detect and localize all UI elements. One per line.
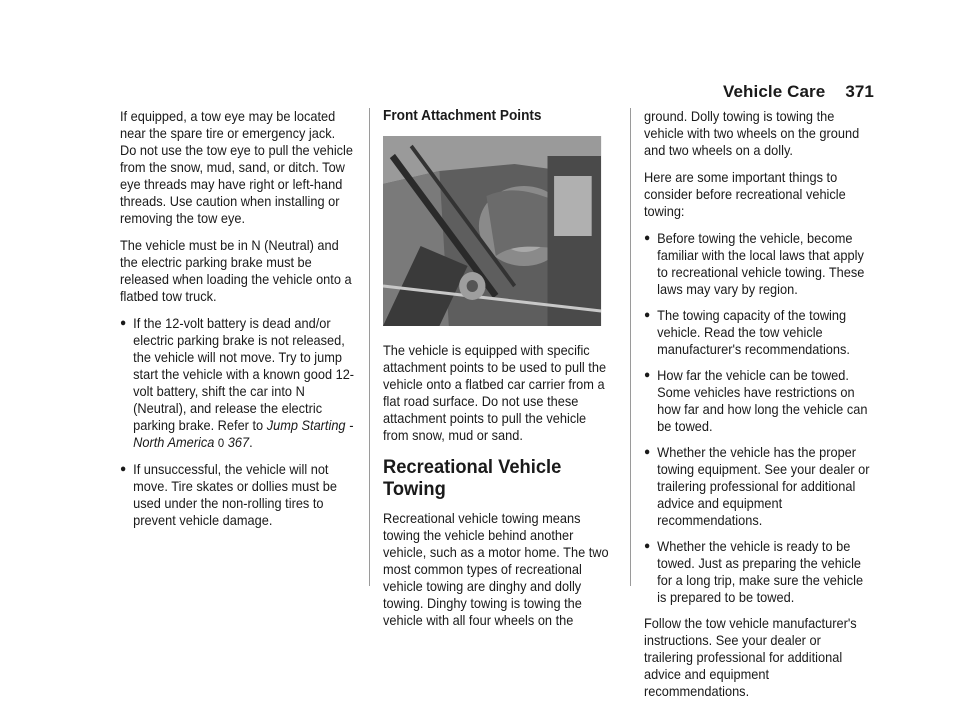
paragraph: ground. Dolly towing is towing the vehicle with two wheels on the ground and two wheels on a dolly. [644,109,860,158]
bullet-icon: ● [644,446,651,458]
paragraph: Follow the tow vehicle manufacturer's instructions. See your dealer or trailering professional for additional advice and equipment recommendations. [644,616,857,699]
paragraph: The vehicle is equipped with specific attachment points to be used to pull the vehicle onto a flatbed car carrier from a flat road surface. Do not use these attachment points to pull the vehicle from snow, mud or sand. [383,343,607,443]
list-item [644,444,873,529]
column-right [644,108,873,710]
bullet-list [120,315,355,529]
paragraph: Recreational vehicle towing means towing the vehicle behind another vehicle, such as a motor home. The two most common types of recreational vehicle towing are dinghy and dolly towing. Dinghy towing is towing the vehicle with all four wheels on the [383,511,609,628]
list-item [644,230,873,298]
cross-reference-link[interactable]: Jump Starting - North America [133,418,354,450]
section-title: Vehicle Care [723,82,826,101]
column-divider [630,108,631,586]
page-number: 371 [845,82,874,101]
list-item-end: . [249,435,253,450]
subheading: Front Attachment Points [383,108,542,124]
paragraph: Here are some important things to consider before recreational vehicle towing: [644,170,846,219]
list-item-text: Whether the vehicle is ready to be towed. Just as preparing the vehicle for a long trip, make sure the vehicle is prepared to be towed. [657,539,864,605]
list-item [644,367,873,435]
section-heading: Recreational Vehicle Towing [383,456,562,500]
bullet-icon: ● [120,463,127,475]
list-item [644,307,873,358]
attachment-points-photo [383,136,601,326]
bullet-icon: ● [120,317,127,329]
list-item-text: The towing capacity of the towing vehicle. Read the tow vehicle manufacturer's recommendations. [657,308,850,357]
list-item-text: Before towing the vehicle, become familiar with the local laws that apply to recreational vehicle towing. These laws may vary by region. [657,231,865,297]
list-item-text: If unsuccessful, the vehicle will not move. Tire skates or dollies must be used under the non-rolling tires to prevent vehicle damage. [133,462,337,528]
bullet-icon: ● [644,369,651,381]
list-item-text: If the 12-volt battery is dead and/or electric parking brake is not released, the vehicle will not move. Try to jump start the vehicle with a known good 12-volt battery, shift the car into N (Neutral), and release the electric parking brake. Refer to [133,316,355,433]
list-item-text: How far the vehicle can be towed. Some vehicles have restrictions on how far and how long the vehicle can be towed. [657,368,868,434]
list-item-text: Whether the vehicle has the proper towing equipment. See your dealer or trailering professional for additional advice and equipment recommendations. [657,445,870,528]
undercarriage-image [383,136,601,326]
cross-reference-page[interactable]: 367 [227,435,250,450]
list-item [120,315,355,452]
bullet-icon: ● [644,540,651,552]
list-item [644,538,873,606]
page-reference-icon: 0 [217,436,225,450]
column-left [120,108,355,538]
column-middle [383,108,611,639]
bullet-list [644,230,873,606]
list-item [120,461,355,529]
paragraph: If equipped, a tow eye may be located near the spare tire or emergency jack. Do not use the tow eye to pull the vehicle from the snow, mud, sand, or ditch. Tow eye threads may have right or left-hand threads. Use caution when installing or removing the tow eye. [120,109,354,226]
page-header [723,82,874,102]
bullet-icon: ● [644,232,651,244]
paragraph: The vehicle must be in N (Neutral) and the electric parking brake must be released when loading the vehicle onto a flatbed tow truck. [120,238,352,304]
bullet-icon: ● [644,309,651,321]
column-divider [369,108,370,586]
